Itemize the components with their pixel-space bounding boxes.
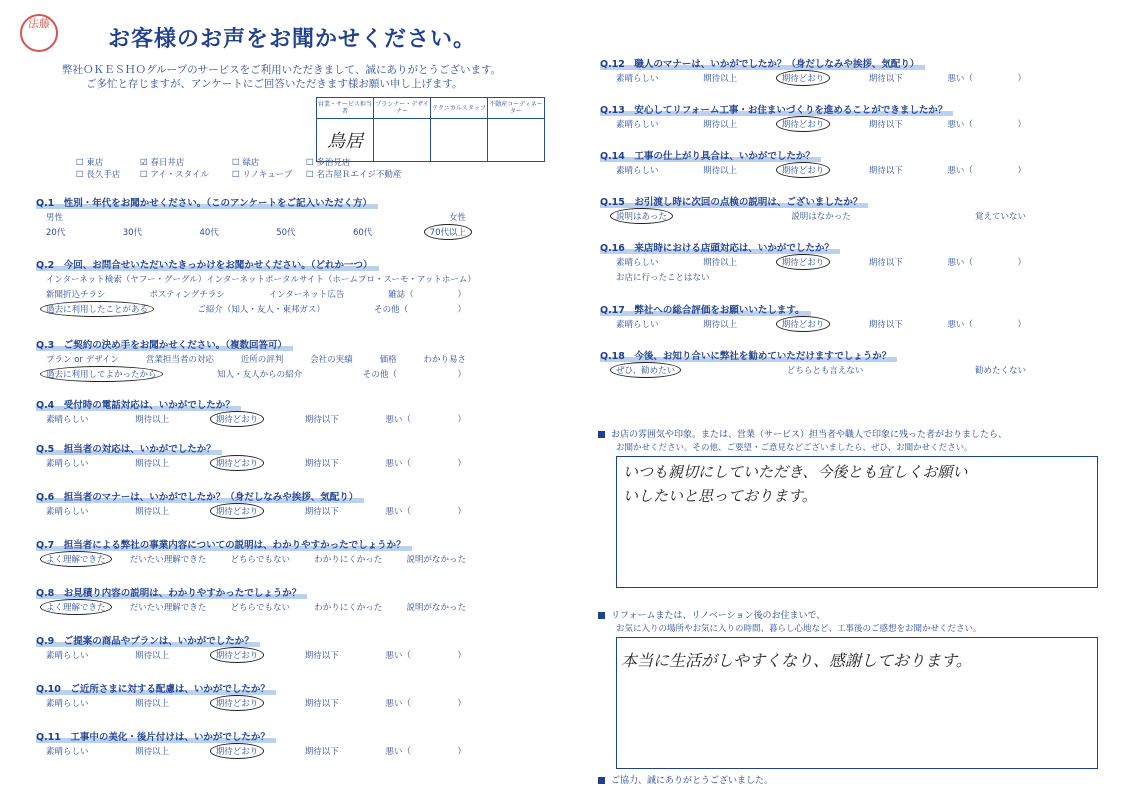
answer-option[interactable]: 価格 (379, 355, 397, 365)
option-row (616, 164, 1026, 176)
option-row (46, 745, 466, 757)
checkbox-icon: ☐ (76, 170, 84, 180)
answer-option[interactable]: 営業担当者の対応 (145, 355, 214, 365)
answer-option[interactable]: 悪い（ (385, 699, 411, 709)
answer-option[interactable]: 期待以下 (304, 507, 339, 517)
answer-option[interactable]: 悪い（ (947, 120, 973, 130)
answer-option[interactable]: ） (457, 699, 466, 709)
question-label (600, 302, 811, 316)
answer-option[interactable]: 説明はなかった (791, 212, 851, 222)
answer-option[interactable]: 女性 (448, 213, 466, 223)
option-row (46, 368, 466, 380)
store-label: 緑店 (242, 158, 260, 168)
store-label: 長久手店 (86, 170, 121, 180)
answer-option[interactable]: 期待どおり (210, 647, 265, 663)
answer-option[interactable]: 期待以上 (703, 74, 738, 84)
answer-option[interactable]: 説明がなかった (406, 555, 466, 565)
answer-option[interactable]: 60代 (352, 228, 373, 238)
answer-option[interactable]: 悪い（ (385, 651, 411, 661)
question-text: Q.11 工事中の美化・後片付けは、いかがでしたか？ (36, 732, 276, 743)
store-label: 春日井店 (150, 158, 185, 168)
answer-option[interactable]: どちらでもない (230, 603, 290, 613)
checkbox-icon: ☑ (140, 158, 148, 168)
option-row (616, 210, 1026, 222)
checkbox-icon: ☐ (306, 170, 314, 180)
store-option[interactable] (306, 168, 401, 180)
answer-option[interactable]: 悪い（ (947, 258, 973, 268)
answer-option[interactable]: お店に行ったことはない (616, 273, 710, 283)
answer-option[interactable]: どちらとも言えない (786, 366, 864, 376)
checkbox-icon: ☐ (76, 158, 84, 168)
answer-option[interactable]: 期待どおり (210, 743, 265, 759)
answer-option[interactable]: 素晴らしい (46, 651, 89, 661)
answer-option[interactable]: わかりにくかった (314, 603, 383, 613)
question-label (600, 102, 953, 116)
answer-option[interactable]: ） (1017, 74, 1026, 84)
question-text: Q.6 担当者のマナーは、いかがでしたか？（身だしなみや挨拶、気配り） (36, 492, 364, 503)
option-row (46, 649, 466, 661)
answer-option[interactable]: 男性 (46, 213, 64, 223)
answer-option[interactable]: 期待以下 (868, 166, 903, 176)
answer-option[interactable]: 覚えていない (974, 212, 1026, 222)
option-row (616, 256, 1026, 268)
answer-option[interactable]: プラン or デザイン (46, 355, 120, 365)
store-label: リノキューブ (242, 170, 293, 180)
answer-option[interactable]: ） (1017, 166, 1026, 176)
answer-option[interactable]: ） (457, 507, 466, 517)
answer-option[interactable]: ） (457, 747, 466, 757)
answer-option[interactable]: 悪い（ (385, 507, 411, 517)
answer-option[interactable]: 期待以下 (868, 120, 903, 130)
option-row (46, 211, 466, 223)
store-label: 東店 (86, 158, 104, 168)
answer-option[interactable]: 70代以上 (424, 224, 472, 240)
comment2-box[interactable] (616, 637, 1098, 769)
answer-option[interactable]: 期待以下 (304, 415, 339, 425)
checkbox-icon: ☐ (140, 170, 148, 180)
option-row (616, 364, 1026, 376)
question-label (600, 148, 821, 162)
answer-option[interactable]: 期待以上 (703, 166, 738, 176)
answer-option[interactable]: 悪い（ (385, 747, 411, 757)
store-label: アイ・スタイル (150, 170, 209, 180)
question-text: Q.16 来店時における店頭対応は、いかがでしたか？ (600, 243, 840, 254)
question-text: Q.15 お引渡し時に次回の点検の説明は、ございましたか？ (600, 197, 868, 208)
option-row (616, 72, 1026, 84)
answer-option[interactable]: 期待以上 (135, 651, 170, 661)
question-text: Q.10 ご近所さまに対する配慮は、いかがでしたか？ (36, 684, 276, 695)
answer-option[interactable]: 知人・友人からの紹介 (217, 370, 303, 380)
question-label (36, 729, 276, 743)
answer-option[interactable]: 近所の評判 (240, 355, 284, 365)
answer-option[interactable]: 期待以上 (135, 747, 170, 757)
answer-option[interactable]: 期待以上 (135, 459, 170, 469)
answer-option[interactable]: 20代 (46, 228, 66, 238)
answer-option[interactable]: 過去に利用したことがある (40, 301, 154, 317)
answer-option[interactable]: わかりにくかった (314, 555, 383, 565)
question-label (36, 257, 379, 271)
staff-header-realestate: 不動産コーディネーター (488, 98, 545, 119)
answer-option[interactable]: だいたい理解できた (129, 555, 207, 565)
checkbox-icon: ☐ (306, 158, 314, 168)
answer-option[interactable]: ） (1017, 120, 1026, 130)
answer-option[interactable]: 期待以下 (304, 459, 339, 469)
answer-option[interactable]: 説明がなかった (406, 603, 466, 613)
intro-line-1: 弊社ＯＫＥＳＨＯグループのサービスをご利用いただきまして、誠にありがとうございます。 (62, 64, 502, 76)
answer-option[interactable]: 30代 (122, 228, 143, 238)
answer-option[interactable]: 素晴らしい (616, 74, 659, 84)
answer-option[interactable]: 期待どおり (210, 455, 265, 471)
comment2-handwritten-1: 本当に生活がしやすくなり、感謝しております。 (621, 651, 972, 670)
question-text: Q.12 職人のマナーは、いかがでしたか？（身だしなみや挨拶、気配り） (600, 59, 925, 70)
comment1-prompt-line-1: お店の雰囲気や印象。または、営業（サービス）担当者や職人で印象に残った者がおりましたら、 (598, 427, 1007, 440)
answer-option[interactable]: 期待以上 (135, 415, 170, 425)
answer-option[interactable]: よく理解できた (40, 599, 112, 615)
answer-option[interactable]: 期待どおり (776, 116, 831, 132)
answer-option[interactable]: わかり易さ (423, 355, 466, 365)
answer-option[interactable]: ご紹介（知人・友人・東邦ガス） (197, 305, 325, 315)
answer-option[interactable]: その他（ (374, 305, 409, 315)
answer-option[interactable]: 期待以下 (868, 74, 903, 84)
question-label (600, 348, 897, 362)
answer-option[interactable]: 40代 (199, 228, 219, 238)
option-row (46, 226, 466, 238)
option-row (46, 353, 466, 365)
answer-option[interactable]: インターネット検索（ヤフー・グーグル） (46, 275, 207, 285)
answer-option[interactable]: 悪い（ (947, 320, 973, 330)
question-text: Q.4 受付時の電話対応は、いかがでしたか？ (36, 400, 241, 411)
seal-stamp: 法藤 (20, 14, 58, 52)
answer-option[interactable]: 素晴らしい (616, 120, 659, 130)
answer-option[interactable]: 勧めたくない (974, 366, 1026, 376)
store-option[interactable] (232, 156, 259, 168)
option-row (616, 271, 1026, 283)
answer-option[interactable]: 悪い（ (385, 415, 411, 425)
answer-option[interactable]: ） (457, 651, 466, 661)
question-text: Q.13 安心してリフォーム工事・お住まいづくりを進めることができましたか？ (600, 105, 953, 116)
staff-value-realestate[interactable] (488, 119, 545, 162)
checkbox-icon: ☐ (232, 170, 240, 180)
page-title: お客様のお声をお聞かせください。 (108, 27, 477, 52)
answer-option[interactable]: 雑誌（ (388, 290, 414, 300)
answer-option[interactable]: ） (457, 370, 466, 380)
answer-option[interactable]: 過去に利用してよかったから (40, 366, 163, 382)
answer-option[interactable]: 悪い（ (385, 459, 411, 469)
option-row (46, 457, 466, 469)
option-row (616, 118, 1026, 130)
checkbox-icon: ☐ (232, 158, 240, 168)
answer-option[interactable]: その他（ (362, 370, 397, 380)
answer-option[interactable]: 期待以上 (703, 320, 738, 330)
comment1-box[interactable] (616, 456, 1098, 588)
question-text: Q.2 今回、お問合せいただいたきっかけをお聞かせください。（どれか一つ） (36, 260, 379, 271)
question-label (600, 240, 840, 254)
answer-option[interactable]: 期待以下 (304, 747, 339, 757)
comment1-handwritten-2: いしたいと思っております。 (623, 487, 817, 505)
answer-option[interactable]: 期待以下 (304, 699, 339, 709)
answer-option[interactable]: 新聞折込チラシ (46, 290, 106, 300)
option-row (46, 273, 476, 285)
comment2-prompt-line-1: リフォームまたは、リノベーション後のお住まいで、 (598, 608, 825, 621)
store-option[interactable] (306, 156, 350, 168)
question-label (36, 397, 241, 411)
answer-option[interactable]: 期待どおり (776, 162, 831, 178)
store-label: 名古屋Ｒエイジ不動産 (316, 170, 402, 180)
option-row (46, 697, 466, 709)
store-label: 多治見店 (316, 158, 351, 168)
question-label (600, 56, 925, 70)
footer-thanks: ご協力、誠にありがとうございました。 (598, 773, 773, 786)
store-option[interactable] (76, 168, 120, 180)
answer-option[interactable]: 期待どおり (210, 411, 265, 427)
option-row (46, 601, 466, 613)
question-label (36, 537, 412, 551)
answer-option[interactable]: ） (1017, 258, 1026, 268)
comment2-prompt-line-2: お気に入りの場所やお気に入りの時間、暮らし心地など、工事後のご感想をお聞かせください。 (616, 624, 982, 634)
store-option[interactable] (140, 156, 184, 168)
question-text: Q.3 ご契約の決め手をお聞かせください。（複数回答可） (36, 340, 293, 351)
answer-option[interactable]: 期待以下 (868, 320, 903, 330)
option-row (46, 303, 466, 315)
intro-line-2: ご多忙と存じますが、アンケートにご回答いただきます様お願い申し上げます。 (86, 78, 463, 90)
store-option[interactable] (232, 168, 292, 180)
question-label (600, 194, 868, 208)
staff-table (316, 97, 545, 162)
answer-option[interactable]: ） (457, 290, 466, 300)
question-label (36, 441, 222, 455)
answer-option[interactable]: だいたい理解できた (129, 603, 207, 613)
question-label (36, 337, 293, 351)
answer-option[interactable]: 素晴らしい (616, 258, 659, 268)
answer-option[interactable]: 悪い（ (947, 166, 973, 176)
answer-option[interactable]: 説明はあった (610, 208, 673, 224)
answer-option[interactable]: 素晴らしい (616, 320, 659, 330)
question-label (36, 195, 378, 209)
answer-option[interactable]: よく理解できた (40, 551, 112, 567)
answer-option[interactable]: 素晴らしい (46, 699, 89, 709)
question-text: Q.18 今後、お知り合いに弊社を勧めていただけますでしょうか？ (600, 351, 897, 362)
answer-option[interactable]: 期待以上 (135, 699, 170, 709)
question-text: Q.7 担当者による弊社の事業内容についての説明は、わかりやすかったでしょうか？ (36, 540, 412, 551)
answer-option[interactable]: 期待どおり (210, 695, 265, 711)
comment1-handwritten-1: いつも親切にしていただき、今後とも宜しくお願い (623, 463, 968, 481)
answer-option[interactable]: 素晴らしい (46, 507, 89, 517)
answer-option[interactable]: ） (457, 459, 466, 469)
answer-option[interactable]: ぜひ、勧めたい (610, 362, 681, 378)
question-text: Q.5 担当者の対応は、いかがでしたか？ (36, 444, 222, 455)
answer-option[interactable]: 期待どおり (776, 70, 831, 86)
option-row (46, 413, 466, 425)
answer-option[interactable]: 期待以下 (304, 651, 339, 661)
store-option[interactable] (76, 156, 103, 168)
answer-option[interactable]: 期待どおり (776, 254, 831, 270)
answer-option[interactable]: インターネットポータルサイト（ホームプロ・スーモ・アットホーム） (206, 275, 476, 285)
answer-option[interactable]: 素晴らしい (46, 747, 89, 757)
answer-option[interactable]: 期待以上 (135, 507, 170, 517)
answer-option[interactable]: 悪い（ (947, 74, 973, 84)
option-row (46, 505, 466, 517)
answer-option[interactable]: どちらでもない (230, 555, 290, 565)
question-text: Q.9 ご提案の商品やプランは、いかがでしたか？ (36, 636, 260, 647)
answer-option[interactable]: 会社の実績 (310, 355, 353, 365)
staff-header-planner: プランナー・デザイナー (374, 98, 431, 119)
staff-header-sales: 営業・サービス担当者 (317, 98, 374, 119)
answer-option[interactable]: ポスティングチラシ (149, 290, 225, 300)
question-text: Q.17 弊社への総合評価をお願いいたします。 (600, 305, 811, 316)
option-row (616, 318, 1026, 330)
question-label (36, 489, 364, 503)
answer-option[interactable]: 素晴らしい (616, 166, 659, 176)
answer-option[interactable]: 期待どおり (776, 316, 831, 332)
question-text: Q.1 性別・年代をお聞かせください。（このアンケートをご記入いただく方） (36, 198, 378, 209)
comment1-prompt-line-2: お聞かせください。その他、ご要望・ご意見などございましたら、ぜひ、お聞かせください。 (616, 443, 973, 453)
question-label (36, 633, 260, 647)
answer-option[interactable]: 期待どおり (210, 503, 265, 519)
answer-option[interactable]: 期待以上 (703, 120, 738, 130)
answer-option[interactable]: インターネット広告 (268, 290, 345, 300)
answer-option[interactable]: 期待以下 (868, 258, 903, 268)
answer-option[interactable]: ） (457, 415, 466, 425)
answer-option[interactable]: ） (457, 305, 466, 315)
question-text: Q.14 工事の仕上がり具合は、いかがでしたか？ (600, 151, 821, 162)
question-label (36, 681, 276, 695)
staff-header-technical: テクニカルスタッフ (431, 98, 488, 119)
staff-value-sales[interactable]: 鳥居 (317, 119, 374, 162)
answer-option[interactable]: 期待以上 (703, 258, 738, 268)
question-label (36, 585, 307, 599)
answer-option[interactable]: 素晴らしい (46, 459, 89, 469)
answer-option[interactable]: 素晴らしい (46, 415, 89, 425)
store-option[interactable] (140, 168, 209, 180)
staff-value-technical[interactable] (431, 119, 488, 162)
option-row (46, 553, 466, 565)
staff-value-planner[interactable] (374, 119, 431, 162)
question-text: Q.8 お見積り内容の説明は、わかりやすかったでしょうか？ (36, 588, 307, 599)
option-row (46, 288, 466, 300)
answer-option[interactable]: 50代 (276, 228, 296, 238)
answer-option[interactable]: ） (1017, 320, 1026, 330)
